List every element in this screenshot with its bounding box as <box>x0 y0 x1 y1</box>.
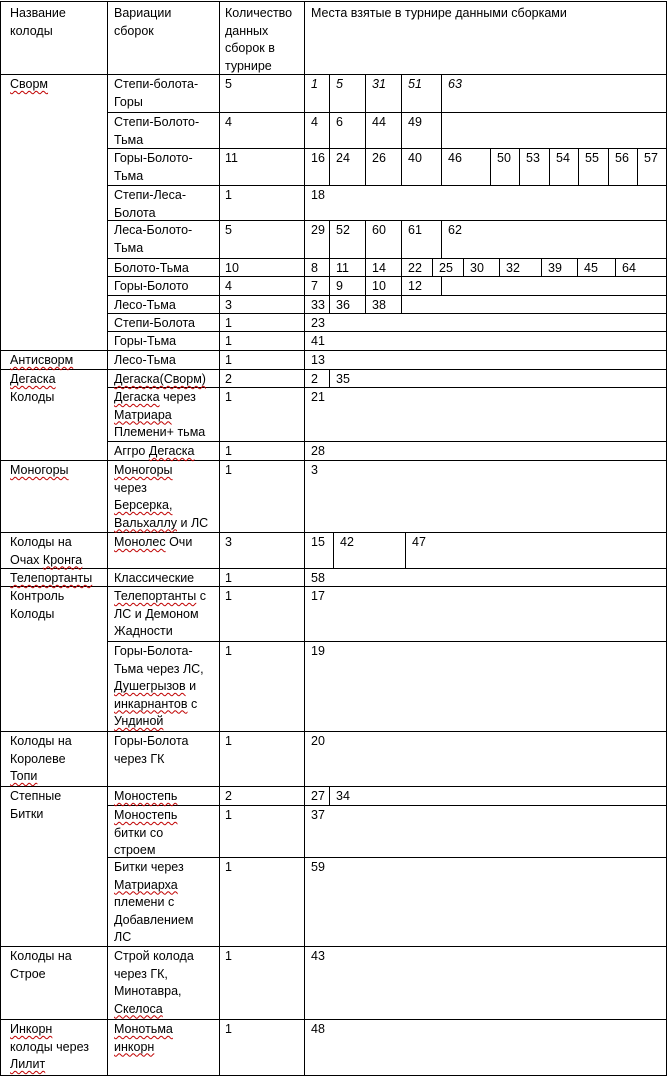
table-rule <box>329 74 330 112</box>
build-count: 4 <box>225 279 232 293</box>
header-variations: сборок <box>114 23 154 38</box>
table-rule <box>365 258 366 276</box>
build-count: 4 <box>225 115 232 129</box>
variant-name: Моногоры <box>114 463 173 477</box>
table-rule <box>499 258 500 276</box>
place-value: 54 <box>556 151 570 165</box>
variant-name: Горы-Болота- <box>114 644 193 658</box>
build-count: 2 <box>225 372 232 386</box>
build-count: 3 <box>225 535 232 549</box>
variant-name: Телепортанты с <box>114 589 206 603</box>
place-value: 45 <box>584 261 598 275</box>
header-variations: Вариации <box>114 6 172 20</box>
header-deck-name: колоды <box>10 23 53 38</box>
table-rule <box>0 1 667 2</box>
place-value: 25 <box>439 261 453 275</box>
deck-group-name: Контроль <box>10 589 65 603</box>
variant-name: Монолес Очи <box>114 535 193 549</box>
table-rule <box>107 185 667 186</box>
variant-name: ЛС и Демоном <box>114 606 199 621</box>
place-value: 4 <box>311 115 318 129</box>
deck-group-name: Колоды <box>10 606 55 621</box>
variant-name: Битки через <box>114 860 184 874</box>
variant-name: племени с <box>114 895 175 909</box>
table-rule <box>329 112 330 148</box>
place-value: 8 <box>311 261 318 275</box>
table-rule <box>107 258 667 259</box>
header-places: Места взятые в турнире данными сборками <box>311 6 567 20</box>
table-rule <box>365 295 366 313</box>
table-rule <box>107 220 667 221</box>
place-value: 38 <box>372 298 386 312</box>
build-count: 1 <box>225 316 232 330</box>
table-rule <box>107 641 667 642</box>
table-rule <box>0 946 667 947</box>
place-value: 6 <box>336 115 343 129</box>
place-value: 58 <box>311 571 325 585</box>
table-rule <box>441 112 442 148</box>
variant-name: Степи-Леса- <box>114 188 186 202</box>
build-count: 5 <box>225 223 232 237</box>
variant-name: Горы-Болота <box>114 734 189 748</box>
deck-group-name: Дегаска <box>10 372 56 386</box>
table-rule <box>441 148 442 185</box>
place-value: 27 <box>311 789 325 803</box>
variant-name: инкарнантов с <box>114 696 198 711</box>
variant-name: Тьма <box>114 168 144 183</box>
table-rule <box>365 74 366 112</box>
variant-name: Племени+ тьма <box>114 425 206 439</box>
table-rule <box>519 148 520 185</box>
table-rule <box>365 148 366 185</box>
deck-group-name: Очах Кронга <box>10 552 83 567</box>
place-value: 13 <box>311 353 325 367</box>
place-value: 23 <box>311 316 325 330</box>
build-count: 1 <box>225 734 232 748</box>
variant-name: Тьма <box>114 132 144 147</box>
place-value: 24 <box>336 151 350 165</box>
table-rule <box>107 276 667 277</box>
deck-group-name: Степные <box>10 789 62 803</box>
table-rule <box>463 258 464 276</box>
place-value: 19 <box>311 644 325 658</box>
deck-group-name: Колоды <box>10 389 55 404</box>
deck-group-name: колоды через <box>10 1039 89 1054</box>
table-rule <box>401 112 402 148</box>
table-rule <box>577 258 578 276</box>
place-value: 61 <box>408 223 422 237</box>
place-value: 12 <box>408 279 422 293</box>
place-value: 16 <box>311 151 325 165</box>
table-rule <box>441 276 442 295</box>
table-rule <box>107 295 667 296</box>
build-count: 1 <box>225 353 232 367</box>
table-rule <box>107 857 667 858</box>
deck-group-name: Топи <box>10 769 38 783</box>
deck-group-name: Телепортанты <box>10 571 93 585</box>
build-count: 1 <box>225 390 232 404</box>
place-value: 52 <box>336 223 350 237</box>
variant-name: Матриара <box>114 407 172 422</box>
build-count: 3 <box>225 298 232 312</box>
table-rule <box>0 1 1 1076</box>
place-value: 33 <box>311 298 325 312</box>
deck-group-name: Строе <box>10 966 46 981</box>
place-value: 40 <box>408 151 422 165</box>
table-rule <box>0 74 667 75</box>
place-value: 44 <box>372 115 386 129</box>
deck-group-name: Моногоры <box>10 463 69 477</box>
table-rule <box>490 148 491 185</box>
variant-name: Тьма через ЛС, <box>114 661 204 676</box>
build-count: 1 <box>225 949 232 963</box>
table-rule <box>329 148 330 185</box>
variant-name: Добавлением <box>114 912 194 927</box>
table-rule <box>441 74 442 112</box>
variant-name: Дегаска через <box>114 390 196 404</box>
variant-name: Монотьма <box>114 1022 173 1036</box>
table-rule <box>401 220 402 258</box>
variant-name: Степи-болота- <box>114 77 199 91</box>
place-value: 20 <box>311 734 325 748</box>
table-rule <box>329 258 330 276</box>
table-rule <box>329 369 330 387</box>
table-rule <box>432 258 433 276</box>
place-value: 48 <box>311 1022 325 1036</box>
place-value: 50 <box>497 151 511 165</box>
place-value: 49 <box>408 115 422 129</box>
place-value: 1 <box>311 77 318 91</box>
variant-name: Жадности <box>114 624 173 638</box>
table-rule <box>365 112 366 148</box>
deck-group-name: Колоды на <box>10 535 72 549</box>
place-value: 18 <box>311 188 325 202</box>
place-value: 5 <box>336 77 343 91</box>
variant-name: Аггро Дегаска <box>114 444 195 458</box>
place-value: 39 <box>548 261 562 275</box>
place-value: 53 <box>526 151 540 165</box>
table-rule <box>0 369 667 370</box>
place-value: 59 <box>311 860 325 874</box>
place-value: 36 <box>336 298 350 312</box>
deck-group-name: Колоды на <box>10 949 72 963</box>
place-value: 60 <box>372 223 386 237</box>
build-count: 1 <box>225 644 232 658</box>
place-value: 55 <box>585 151 599 165</box>
table-rule <box>0 786 667 787</box>
build-count: 5 <box>225 77 232 91</box>
table-rule <box>329 295 330 313</box>
header-count: турнире <box>225 58 272 73</box>
deck-group-name: Антисворм <box>10 353 74 367</box>
table-rule <box>365 220 366 258</box>
variant-name: через <box>114 480 147 495</box>
place-value: 62 <box>448 223 462 237</box>
table-rule <box>304 1 305 1076</box>
build-count: 1 <box>225 571 232 585</box>
variant-name: через ГК <box>114 751 165 766</box>
build-count: 1 <box>225 1022 232 1036</box>
place-value: 15 <box>311 535 325 549</box>
place-value: 35 <box>336 372 350 386</box>
table-rule <box>549 148 550 185</box>
table-rule <box>441 220 442 258</box>
deck-group-name: Битки <box>10 806 44 821</box>
variant-name: Классические <box>114 571 195 585</box>
place-value: 42 <box>340 535 354 549</box>
build-count: 1 <box>225 860 232 874</box>
table-rule <box>405 532 406 568</box>
place-value: 43 <box>311 949 325 963</box>
table-rule <box>329 220 330 258</box>
table-rule <box>401 295 402 313</box>
variant-name: Степи-Болота <box>114 316 196 330</box>
variant-name: ЛС <box>114 930 132 944</box>
variant-name: Горы-Тьма <box>114 334 177 348</box>
place-value: 22 <box>408 261 422 275</box>
table-rule <box>401 148 402 185</box>
place-value: 30 <box>470 261 484 275</box>
variant-name: строем <box>114 843 156 857</box>
table-rule <box>401 276 402 295</box>
place-value: 14 <box>372 261 386 275</box>
table-rule <box>0 568 667 569</box>
table-rule <box>107 1 108 1076</box>
place-value: 32 <box>506 261 520 275</box>
place-value: 31 <box>372 77 386 91</box>
place-value: 34 <box>336 789 350 803</box>
table-rule <box>615 258 616 276</box>
variant-name: Болота <box>114 205 156 220</box>
build-count: 2 <box>225 789 232 803</box>
variant-name: Горы-Болото <box>114 279 189 293</box>
deck-group-name: Королеве <box>10 751 66 766</box>
place-value: 17 <box>311 589 325 603</box>
table-rule <box>365 276 366 295</box>
place-value: 63 <box>448 77 462 91</box>
deck-group-name: Сворм <box>10 77 49 91</box>
table-rule <box>0 1019 667 1020</box>
header-deck-name: Название <box>10 6 66 20</box>
table-rule <box>329 276 330 295</box>
build-count: 1 <box>225 463 232 477</box>
build-count: 11 <box>225 151 238 165</box>
table-rule <box>0 460 667 461</box>
variant-name: Минотавра, <box>114 984 182 998</box>
variant-name: Скелоса <box>114 1001 163 1016</box>
table-rule <box>219 1 220 1076</box>
place-value: 37 <box>311 808 325 822</box>
place-value: 51 <box>408 77 422 91</box>
table-rule <box>107 148 667 149</box>
place-value: 41 <box>311 334 325 348</box>
place-value: 26 <box>372 151 386 165</box>
build-count: 1 <box>225 808 232 822</box>
place-value: 29 <box>311 223 325 237</box>
place-value: 3 <box>311 463 318 477</box>
build-count: 10 <box>225 261 239 275</box>
table-rule <box>578 148 579 185</box>
variant-name: Вальхаллу и ЛС <box>114 515 209 530</box>
build-count: 1 <box>225 334 232 348</box>
variant-name: Леса-Болото- <box>114 223 193 237</box>
table-rule <box>0 586 667 587</box>
variant-name: Горы-Болото- <box>114 151 193 165</box>
table-rule <box>107 313 667 314</box>
variant-name: Берсерка, <box>114 498 173 512</box>
place-value: 56 <box>615 151 629 165</box>
variant-name: Душегрызов и <box>114 679 197 693</box>
variant-name: Дегаска(Сворм) <box>114 372 206 386</box>
place-value: 7 <box>311 279 318 293</box>
table-rule <box>107 805 667 806</box>
place-value: 21 <box>311 390 325 404</box>
variant-name: Горы <box>114 94 143 109</box>
place-value: 11 <box>336 261 349 275</box>
variant-name: Моностепь <box>114 789 178 803</box>
deck-group-name: Лилит <box>10 1057 46 1071</box>
table-rule <box>107 112 667 113</box>
build-count: 1 <box>225 444 232 458</box>
variant-name: инкорн <box>114 1039 155 1054</box>
table-rule <box>541 258 542 276</box>
table-rule <box>0 350 667 351</box>
table-rule <box>329 786 330 805</box>
table-rule <box>608 148 609 185</box>
build-count: 1 <box>225 589 232 603</box>
variant-name: Степи-Болото- <box>114 115 200 129</box>
place-value: 10 <box>372 279 386 293</box>
table-rule <box>401 258 402 276</box>
variant-name: Болото-Тьма <box>114 261 189 275</box>
variant-name: Тьма <box>114 240 144 255</box>
deck-group-name: Колоды на <box>10 734 72 748</box>
place-value: 9 <box>336 279 343 293</box>
table-rule <box>0 731 667 732</box>
table-rule <box>401 74 402 112</box>
variant-name: Строй колода <box>114 949 194 963</box>
header-count: Количество <box>225 6 293 20</box>
place-value: 47 <box>412 535 426 549</box>
deck-group-name: Инкорн <box>10 1022 53 1036</box>
place-value: 28 <box>311 444 325 458</box>
variant-name: Лесо-Тьма <box>114 298 176 312</box>
place-value: 57 <box>644 151 658 165</box>
variant-name: Матриарха <box>114 877 178 892</box>
build-count: 1 <box>225 188 232 202</box>
variant-name: через ГК, <box>114 966 168 981</box>
place-value: 64 <box>622 261 636 275</box>
table-rule <box>637 148 638 185</box>
variant-name: Лесо-Тьма <box>114 353 176 367</box>
variant-name: Моностепь <box>114 808 178 822</box>
place-value: 2 <box>311 372 318 386</box>
variant-name: битки со <box>114 825 164 840</box>
header-count: данных <box>225 23 269 38</box>
variant-name: Ундиной <box>114 714 164 728</box>
place-value: 46 <box>448 151 462 165</box>
table-rule <box>333 532 334 568</box>
header-count: сборок в <box>225 41 275 55</box>
